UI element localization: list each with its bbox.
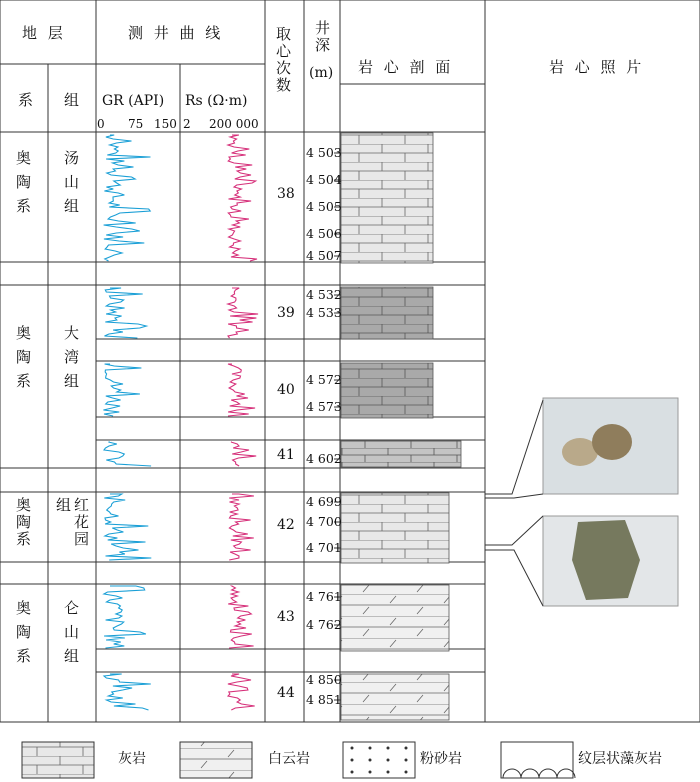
run-38: 38 — [277, 186, 295, 202]
depth-label: 4 850 — [306, 672, 342, 687]
depth-label: 4 506 — [306, 226, 342, 241]
gr-tick-1: 75 — [128, 117, 144, 131]
rs-curve — [228, 135, 257, 261]
core-sample-2 — [592, 424, 632, 460]
system-label-1: 奥陶系 — [14, 150, 32, 222]
core-profile-limestone-dark — [341, 287, 433, 339]
rs-curve — [228, 586, 253, 648]
run-39: 39 — [277, 305, 295, 321]
depth-label: 4 533 — [306, 305, 342, 320]
silt-dot — [405, 759, 408, 762]
gr-curve — [105, 288, 147, 338]
silt-dot — [387, 759, 390, 762]
header-formation: 组 — [64, 91, 83, 109]
silt-dot — [405, 747, 408, 750]
silt-dot — [387, 747, 390, 750]
depth-label: 4 572 — [306, 372, 342, 387]
system-label-4: 奥陶系 — [14, 600, 32, 672]
depth-label: 4 762 — [306, 617, 342, 632]
core-profile-limestone-dark — [341, 363, 433, 418]
depth-label: 4 602 — [306, 451, 342, 466]
photo-connector — [485, 494, 543, 498]
formation-label-1: 汤山组 — [62, 150, 80, 222]
gr-axis-label: GR (API) — [102, 93, 165, 109]
header-coring-count: 取心次数 — [276, 25, 292, 94]
silt-dot — [369, 747, 372, 750]
depth-label: 4 504 — [306, 172, 342, 187]
silt-dot — [351, 771, 354, 774]
run-44: 44 — [277, 685, 295, 701]
gr-tick-2: 150 — [154, 117, 177, 131]
silt-dot — [369, 771, 372, 774]
photo-connector — [485, 400, 543, 494]
depth-label: 4 700 — [306, 514, 342, 529]
header-system: 系 — [18, 91, 37, 109]
header-strata: 地 层 — [22, 24, 66, 42]
header-core-photo: 岩 心 照 片 — [549, 58, 645, 76]
gr-tick-0: 0 — [97, 117, 105, 131]
silt-dot — [369, 759, 372, 762]
depth-label: 4 701 — [306, 540, 342, 555]
run-42: 42 — [277, 517, 295, 533]
legend-label-dolomite: 白云岩 — [268, 751, 310, 767]
run-43: 43 — [277, 609, 295, 625]
gr-curve — [104, 442, 151, 466]
depth-label: 4 507 — [306, 248, 342, 263]
legend-label-stromatolite: 纹层状藻灰岩 — [578, 751, 662, 767]
legend-label-siltstone: 粉砂岩 — [420, 751, 462, 767]
rs-axis-label: Rs (Ω·m) — [185, 93, 248, 109]
run-41: 41 — [277, 447, 295, 463]
core-profile-limestone — [341, 493, 449, 563]
core-profile-dolomite — [341, 585, 449, 651]
gr-curve — [104, 586, 146, 648]
system-label-3: 奥陶系 — [14, 497, 32, 548]
legend-swatch-limestone — [22, 742, 94, 778]
formation-label-3: 红花园组 — [54, 497, 90, 548]
header-well-depth: 井深 — [313, 20, 331, 54]
silt-dot — [351, 747, 354, 750]
photo-connector — [485, 550, 543, 606]
depth-label: 4 851 — [306, 692, 342, 707]
rs-curve — [229, 494, 254, 560]
gr-curve — [103, 364, 141, 416]
rs-tick-1: 200 000 — [209, 117, 259, 131]
core-profile-dolomite — [341, 674, 449, 720]
gr-curve — [104, 494, 151, 560]
gr-curve — [104, 135, 151, 261]
gr-curve — [104, 674, 151, 710]
legend-swatch-dolomite — [180, 742, 252, 778]
legend-label-limestone: 灰岩 — [118, 751, 146, 767]
rs-curve — [228, 288, 258, 338]
rs-curve — [231, 442, 256, 466]
depth-label: 4 573 — [306, 399, 342, 414]
photo-connector — [485, 516, 543, 545]
formation-label-2: 大湾组 — [62, 325, 80, 397]
depth-label: 4 761 — [306, 589, 342, 604]
header-logging-curves: 测 井 曲 线 — [128, 24, 224, 42]
rs-curve — [228, 674, 255, 710]
rs-tick-0: 2 — [183, 117, 191, 131]
header-core-profile: 岩 心 剖 面 — [358, 58, 454, 76]
formation-label-4: 仑山组 — [62, 600, 80, 672]
depth-label: 4 699 — [306, 494, 342, 509]
depth-label: 4 503 — [306, 145, 342, 160]
silt-dot — [405, 771, 408, 774]
legend-swatch-siltstone — [343, 742, 415, 778]
header-well-depth-unit: (m) — [309, 65, 334, 81]
core-profile-limestone — [341, 133, 433, 263]
rs-curve — [228, 364, 255, 416]
silt-dot — [351, 759, 354, 762]
system-label-2: 奥陶系 — [14, 325, 32, 397]
depth-label: 4 532 — [306, 287, 342, 302]
silt-dot — [387, 771, 390, 774]
run-40: 40 — [277, 382, 295, 398]
core-profile-limestone-mid — [341, 441, 461, 467]
depth-label: 4 505 — [306, 199, 342, 214]
